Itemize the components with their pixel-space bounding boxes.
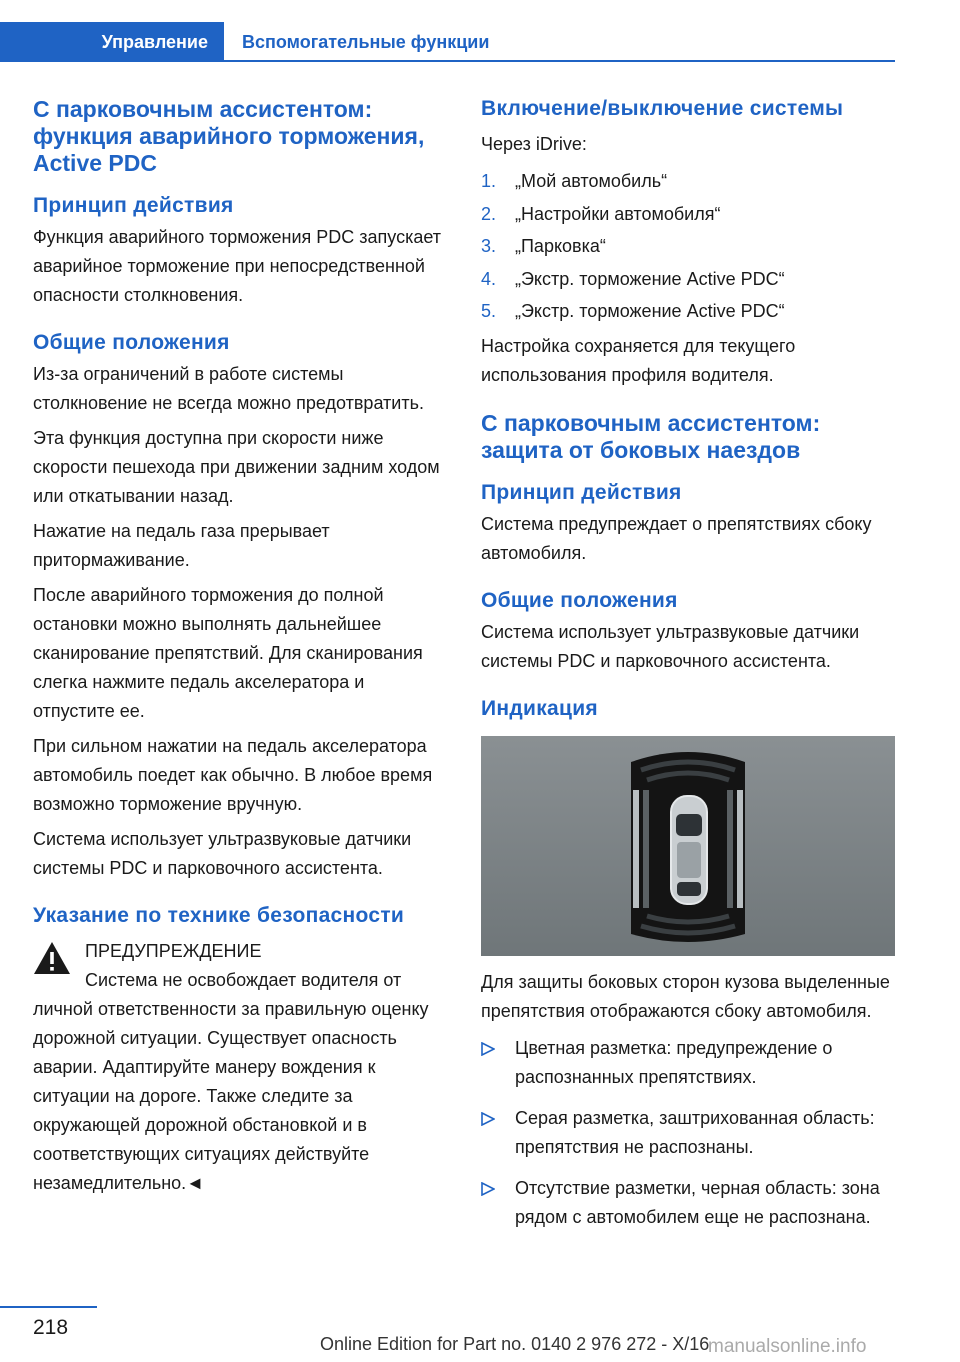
- paragraph: Эта функция доступна при скорости ниже скорости пешехода при движении задним ходом или откатывании назад.: [33, 428, 440, 506]
- right-column: [481, 96, 896, 1244]
- page-number: 218: [33, 1316, 69, 1339]
- paragraph: Настройка сохраняется для текущего использования профиля водителя.: [481, 335, 796, 385]
- paragraph: Система использует ультразвуковые датчики системы PDC и парковочного ассистента.: [33, 829, 412, 878]
- warning-label: ПРЕДУПРЕЖДЕНИЕ: [85, 941, 262, 961]
- car-top-view-illustration: [481, 736, 895, 956]
- side-protection-display-image: [481, 736, 895, 956]
- indication-bullets: [481, 1034, 896, 1232]
- list-item: Отсутствие разметки, черная область: зона рядом с автомобилем еще не распознана.: [481, 1174, 896, 1232]
- left-column: [33, 96, 448, 1198]
- watermark: manualsonline.info: [708, 1336, 867, 1357]
- paragraph: Система использует ультразвуковые датчики системы PDC и парковочного ассистента.: [481, 621, 860, 671]
- paragraph: При сильном нажатии на педаль акселератора автомобиль поедет как обычно. В любое время возможно торможение вручную.: [33, 736, 433, 814]
- warning-triangle-icon: [33, 941, 71, 975]
- paragraph: Через iDrive:: [481, 134, 587, 154]
- tab-upravlenie[interactable]: Управление: [0, 22, 224, 62]
- list-item: 3. „Парковка“: [481, 236, 606, 256]
- warning-block: [33, 937, 448, 1198]
- list-item: Цветная разметка: предупреждение о распознанных препятствиях.: [481, 1034, 896, 1092]
- edition-note: Online Edition for Part no. 0140 2 976 272 - X/16: [320, 1334, 710, 1354]
- triangle-bullet-icon: [481, 1042, 495, 1056]
- heading-on-off: Включение/выключение системы: [481, 97, 844, 120]
- paragraph: Для защиты боковых сторон кузова выделенные препятствия отображаются сбоку автомобиля.: [481, 971, 890, 1021]
- paragraph: Из-за ограничений в работе системы столкновение не всегда можно предотвратить.: [33, 364, 424, 413]
- list-item: 5. „Экстр. торможение Active PDC“: [481, 301, 785, 321]
- heading-principle: Принцип действия: [33, 194, 234, 217]
- heading-principle: Принцип действия: [481, 480, 682, 504]
- paragraph: Система предупреждает о препятствиях сбоку автомобиля.: [481, 513, 872, 563]
- section-title-emergency-braking: С парковочным ассистентом: функция аварийного торможения, Active PDC: [33, 96, 425, 176]
- heading-general: Общие положения: [481, 588, 678, 612]
- paragraph: Функция аварийного торможения PDC запускает аварийное торможение при непосредственной опасности столкновения.: [33, 227, 442, 305]
- tab-aux-functions[interactable]: Вспомогательные функции: [242, 31, 490, 52]
- heading-indication: Индикация: [481, 696, 598, 720]
- section-title-side-protection: С парковочным ассистентом: защита от боковых наездов: [481, 409, 821, 463]
- paragraph: После аварийного торможения до полной остановки можно выполнять дальнейшее сканирование препятствий. Для сканирования слегка нажмите педаль акселератора и отпустите ее.: [33, 585, 423, 721]
- triangle-bullet-icon: [481, 1182, 495, 1196]
- warning-text: Система не освобождает водителя от личной ответственности за правильную оценку дорожной ситуации. Существует опасность аварии. Адаптируйте манеру вождения к ситуации на дороге. Также следите за окружающей дорожной обстановкой и в соответствующих ситуациях действуйте незамедлительно.◄: [33, 970, 429, 1193]
- list-item: 2. „Настройки автомобиля“: [481, 203, 721, 224]
- triangle-bullet-icon: [481, 1112, 495, 1126]
- heading-general: Общие положения: [33, 331, 230, 354]
- heading-safety: Указание по технике безопасности: [33, 904, 405, 927]
- paragraph: Нажатие на педаль газа прерывает притормаживание.: [33, 521, 330, 570]
- list-item: 1. „Мой автомобиль“: [481, 171, 668, 191]
- list-item: Серая разметка, заштрихованная область: препятствия не распознаны.: [481, 1104, 896, 1162]
- steps-list: [481, 165, 896, 328]
- footer-rule: [0, 1306, 97, 1308]
- header: [0, 22, 895, 62]
- list-item: 4. „Экстр. торможение Active PDC“: [481, 268, 785, 289]
